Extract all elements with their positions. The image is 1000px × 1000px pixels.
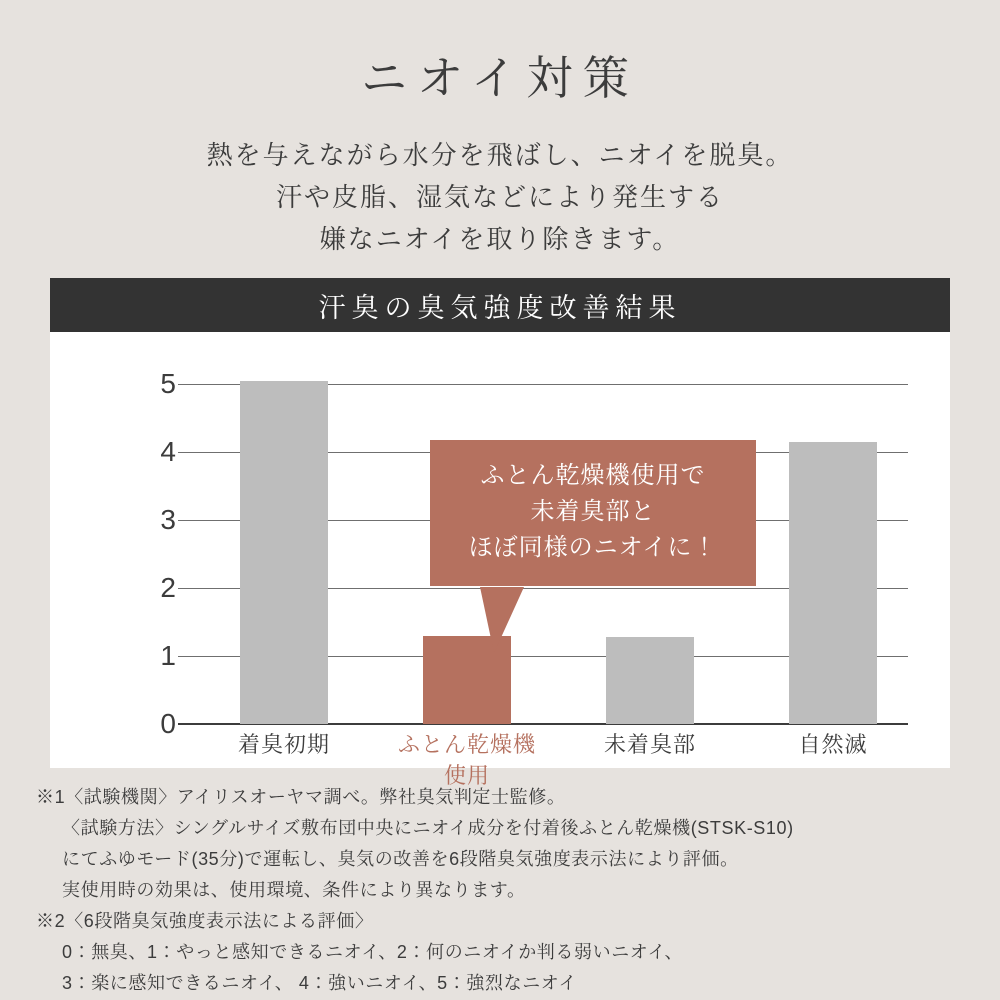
footnote-line-4: 実使用時の効果は、使用環境、条件により異なります。: [62, 879, 526, 900]
footnote-line-6: 0：無臭、1：やっと感知できるニオイ、2：何のニオイか判る弱いニオイ、: [62, 941, 684, 962]
footnote-line-1: ※1〈試験機関〉アイリスオーヤマ調べ。弊社臭気判定士監修。: [36, 787, 566, 807]
callout-box: [430, 440, 756, 586]
x-label-2: 未着臭部: [603, 732, 696, 757]
bar-shizenmetsu: [789, 442, 877, 724]
chart-plot-area: [50, 332, 950, 788]
lead-line-2: 汗や皮脂、湿気などにより発生する: [275, 182, 724, 213]
footnote-line-2: 〈試験方法〉シングルサイズ敷布団中央にニオイ成分を付着後ふとん乾燥機(STSK-S10): [62, 817, 794, 838]
chart-title: 汗臭の臭気強度改善結果: [50, 278, 950, 332]
footnote-line-5: ※2〈6段階臭気強度表示法による評価〉: [36, 910, 374, 931]
footnote-line-3: にてふゆモード(35分)で運転し、臭気の改善を6段階臭気強度表示法により評価。: [62, 848, 739, 869]
y-tick-1: 1: [160, 640, 176, 671]
bar-chakushu-shoki: [240, 381, 328, 724]
page-title: ニオイ対策: [361, 52, 639, 104]
callout-line-1: ふとん乾燥機使用で: [480, 462, 706, 489]
footnotes: [36, 782, 976, 999]
chart-card: [50, 278, 950, 788]
y-tick-3: 3: [160, 504, 176, 535]
y-tick-2: 2: [160, 572, 176, 603]
y-tick-4: 4: [160, 436, 176, 467]
callout-pointer: [480, 587, 524, 653]
y-axis-labels: [136, 368, 176, 739]
lead-paragraph: [0, 134, 1000, 260]
x-label-3: 自然滅: [798, 732, 868, 757]
callout-line-2: 未着臭部と: [530, 498, 656, 525]
x-label-0: 着臭初期: [237, 732, 330, 757]
footnote-line-7: 3：楽に感知できるニオイ、 4：強いニオイ、5：強烈なニオイ: [62, 972, 578, 993]
lead-line-1: 熱を与えながら水分を飛ばし、ニオイを脱臭。: [206, 140, 794, 170]
callout-line-3: ほぼ同様のニオイに！: [468, 534, 718, 561]
x-label-1: ふとん乾燥機 使用: [397, 732, 536, 788]
lead-line-3: 嫌なニオイを取り除きます。: [319, 224, 681, 255]
bar-michakushu: [606, 637, 694, 724]
y-tick-0: 0: [160, 708, 176, 739]
y-tick-5: 5: [160, 368, 176, 399]
